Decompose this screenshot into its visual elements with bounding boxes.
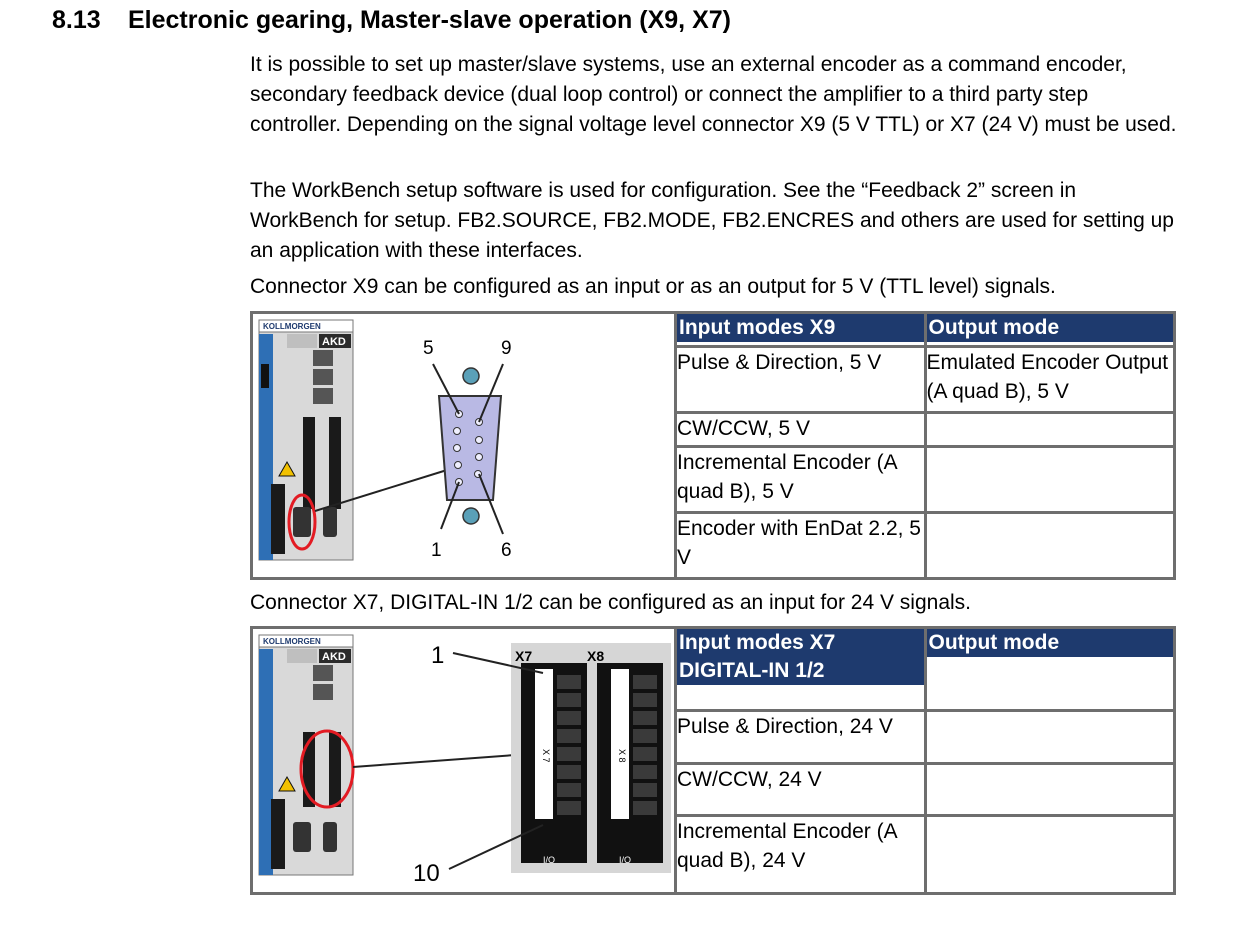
paragraph-intro: It is possible to set up master/slave systems, use an external encoder as a command encoder, secondary feedback device (dual loop control) or connect the amplifier to a third party step controller. Depending on the signal voltage level connector X9 (5 V TTL) or X7 (24 V) must be used. (250, 53, 1177, 136)
figure-x7-cell (252, 628, 676, 894)
x9-row-output (925, 413, 1175, 447)
strip-text-x7: X 7 (541, 749, 551, 763)
x7-header-input-cell (676, 628, 926, 711)
terminal-blocks-illustration (511, 643, 671, 873)
x7-header-output: Output mode (927, 629, 1174, 657)
x7-row-input: Incremental Encoder (A quad B), 24 V (676, 816, 926, 894)
x7-row-output (925, 816, 1175, 894)
pin-label-5: 5 (423, 338, 434, 359)
pin-label-10: 10 (413, 860, 440, 887)
x9-row-output: Emulated Encoder Output (A quad B), 5 V (925, 347, 1175, 413)
pin-label-1: 1 (431, 540, 442, 561)
paragraph-workbench: The WorkBench setup software is used for configuration. See the “Feedback 2” screen in WorkBench for setup. FB2.SOURCE, FB2.MODE, FB2.ENCRES and others are used for setting up an application with these interfaces. (250, 179, 1174, 262)
x7-header-output-cell (925, 628, 1175, 711)
x9-row-input: Pulse & Direction, 5 V (676, 347, 926, 413)
x9-row-output (925, 513, 1175, 579)
brand-label: KOLLMORGEN (263, 322, 321, 331)
x9-header-output-cell (925, 313, 1175, 347)
x9-header-input-cell (676, 313, 926, 347)
amplifier-illustration (259, 320, 353, 560)
dsub-connector-illustration (423, 338, 512, 561)
x7-row-input: Pulse & Direction, 24 V (676, 710, 926, 763)
io-text-x7: I/O (543, 855, 556, 865)
io-text-x8: I/O (619, 855, 632, 865)
pin-label-6: 6 (501, 540, 512, 561)
amplifier-illustration (259, 635, 353, 875)
x9-row-input: Incremental Encoder (A quad B), 5 V (676, 447, 926, 513)
x7-header-input: Input modes X7 DIGITAL-IN 1/2 (677, 629, 924, 685)
pin-label-1: 1 (431, 642, 445, 669)
x9-connector-diagram (253, 314, 674, 576)
x9-row-output (925, 447, 1175, 513)
x9-header-input: Input modes X9 (677, 314, 924, 342)
paragraph-x9: Connector X9 can be configured as an input or as an output for 5 V (TTL level) signals. (250, 275, 1056, 298)
model-label: AKD (322, 651, 346, 663)
x9-header-output: Output mode (927, 314, 1174, 342)
x7-row-input: CW/CCW, 24 V (676, 763, 926, 816)
connector-label-x8: X8 (587, 648, 605, 664)
brand-label: KOLLMORGEN (263, 637, 321, 646)
x7-connector-diagram (253, 629, 674, 892)
x7-row-output (925, 763, 1175, 816)
model-label: AKD (322, 336, 346, 348)
section-number: 8.13 (52, 6, 101, 34)
x7-row-output (925, 710, 1175, 763)
pin-label-9: 9 (501, 338, 512, 359)
section-title: Electronic gearing, Master-slave operation (X9, X7) (128, 6, 731, 34)
strip-text-x8: X 8 (617, 749, 627, 763)
table-x9 (250, 311, 1176, 580)
section-heading (52, 6, 731, 35)
paragraph-x7: Connector X7, DIGITAL-IN 1/2 can be configured as an input for 24 V signals. (250, 591, 972, 614)
x9-row-input: CW/CCW, 5 V (676, 413, 926, 447)
figure-x9-cell (252, 313, 676, 579)
x9-row-input: Encoder with EnDat 2.2, 5 V (676, 513, 926, 579)
table-x7 (250, 626, 1176, 895)
connector-label-x7: X7 (515, 648, 533, 664)
